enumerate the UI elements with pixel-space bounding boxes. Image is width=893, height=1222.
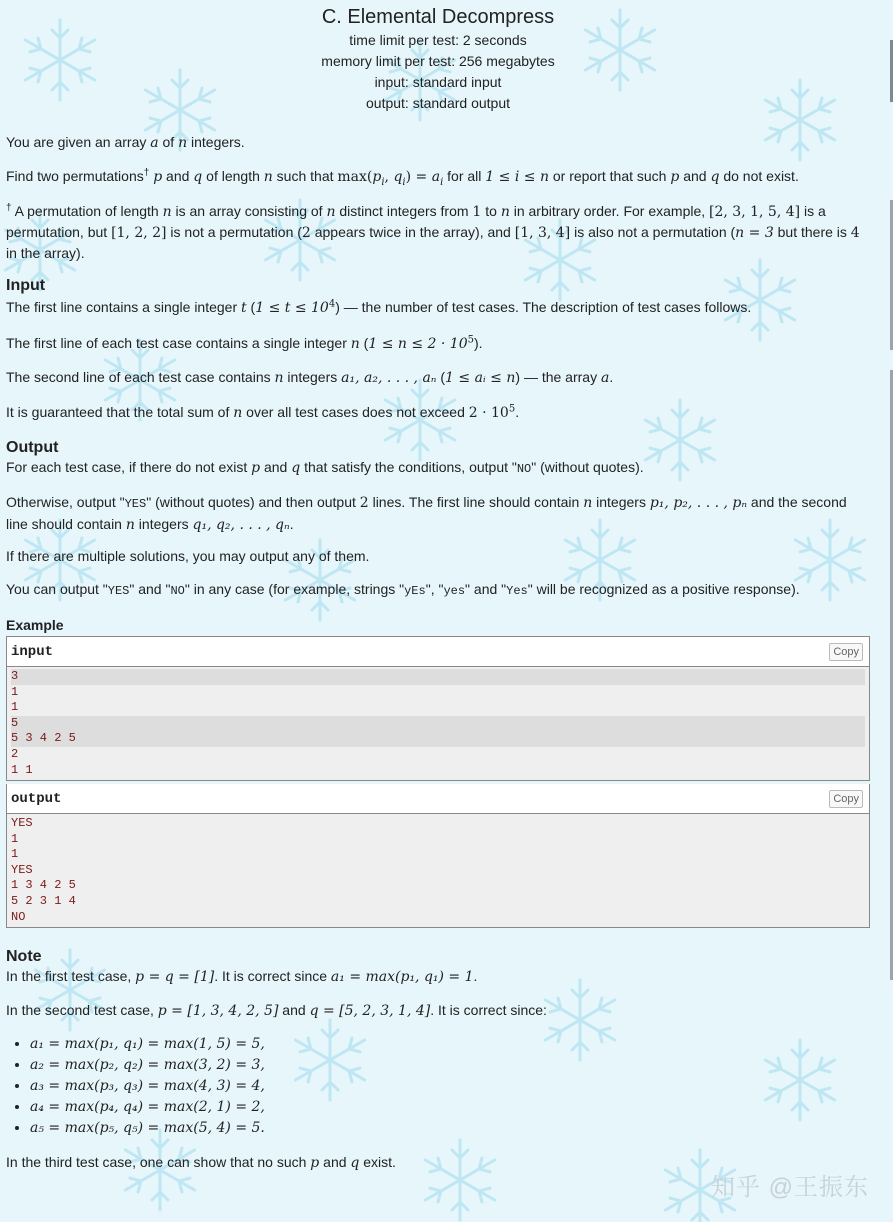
copy-input-button[interactable]: Copy xyxy=(829,643,863,661)
note-paragraph: In the third test case, one can show that no such p and q exist. xyxy=(6,1154,396,1171)
sample-output-line: YES xyxy=(11,862,33,877)
input-paragraph: The second line of each test case contains n integers a₁, a₂, . . . , aₙ (1 ≤ aᵢ ≤ n) — the array a. xyxy=(6,369,614,386)
output-paragraph: Otherwise, output "YES" (without quotes) and then output 2 lines. The first line should contain n integers p₁, p₂, . . . , pₙ and the second line should contain n integers q₁, q₂, . . . , qₙ. xyxy=(6,494,847,533)
sample-input-header xyxy=(7,637,869,667)
note-paragraph: In the second test case, p = [1, 3, 4, 2, 5] and q = [5, 2, 3, 1, 4]. It is correct since: xyxy=(6,1002,547,1019)
note-bullet-list xyxy=(6,1034,265,1139)
input-section-title: Input xyxy=(6,277,46,294)
sample-input-box xyxy=(6,636,870,781)
sample-output-line: 1 xyxy=(11,831,19,846)
input-file: input: standard input xyxy=(374,74,502,90)
sample-output-line: 5 2 3 1 4 xyxy=(11,893,76,908)
sample-input-line: 1 xyxy=(11,684,19,699)
sample-input-line: 5 3 4 2 5 xyxy=(11,731,865,747)
sample-output-label: output xyxy=(11,791,62,807)
zhihu-watermark: 知乎 @王振东 xyxy=(710,1174,869,1201)
output-paragraph: You can output "YES" and "NO" in any case (for example, strings "yEs", "yes" and "Yes" will be recognized as a positive response). xyxy=(6,581,800,598)
output-section-title: Output xyxy=(6,439,59,456)
sample-output-line: YES xyxy=(11,816,33,830)
memory-limit: memory limit per test: 256 megabytes xyxy=(321,53,555,69)
note-bullet-item: • a₄ = max(p₄, q₄) = max(2, 1) = 2, xyxy=(30,1097,265,1118)
sample-output-line: 1 xyxy=(11,847,19,862)
note-paragraph: In the first test case, p = q = [1]. It is correct since a₁ = max(p₁, q₁) = 1. xyxy=(6,968,478,985)
note-section-title: Note xyxy=(6,948,42,965)
problem-statement xyxy=(6,0,870,1171)
note-bullet-item: • a₅ = max(p₅, q₅) = max(5, 4) = 5. xyxy=(30,1118,265,1139)
problem-title: C. Elemental Decompress xyxy=(321,6,555,28)
sample-output-body xyxy=(7,814,869,927)
input-paragraph: The first line contains a single integer t $(1 \le t \le 10^4)$ — the number of test cases. The description of test cases follows. xyxy=(6,298,752,316)
sample-output-header xyxy=(7,784,869,814)
note-bullet-item: • a₂ = max(p₂, q₂) = max(3, 2) = 3, xyxy=(30,1055,265,1076)
statement-paragraph: Find two permutations† p and q of length n such that $\max(p_i$, $q_i) = a_i$ for all 1 ≤ i ≤ n or report that such p and q do not exist. xyxy=(6,167,799,188)
footnote-paragraph: † A permutation of length n is an array consisting of n distinct integers from 1 to n in arbitrary order. For example, [2, 3, 1, 5, 4] is a permutation, but [1, 2, 2] is not a permutation (2 appears twice in the array), and [1, 3, 4] is also not a permutation (n = 3 but there is 4 in the array). xyxy=(6,202,860,261)
note-bullet-item: • a₁ = max(p₁, q₁) = max(1, 5) = 5, xyxy=(30,1034,265,1055)
sample-input-line: 1 1 xyxy=(11,762,33,777)
time-limit: time limit per test: 2 seconds xyxy=(349,32,527,48)
output-paragraph: For each test case, if there do not exist p and q that satisfy the conditions, output "NO" (without quotes). xyxy=(6,459,644,476)
problem-header xyxy=(6,4,870,114)
output-file: output: standard output xyxy=(366,95,510,111)
sample-input-line: 2 xyxy=(11,746,19,761)
sample-input-line: 3 xyxy=(11,669,865,685)
output-paragraph: If there are multiple solutions, you may output any of them. xyxy=(6,548,370,564)
sample-input-line: 1 xyxy=(11,700,19,715)
copy-output-button[interactable]: Copy xyxy=(829,790,863,808)
sample-input-body xyxy=(7,667,869,780)
sample-output-line: NO xyxy=(11,909,26,924)
note-bullet-item: • a₃ = max(p₃, q₃) = max(4, 3) = 4, xyxy=(30,1076,265,1097)
sample-output-box xyxy=(6,784,870,928)
input-paragraph: The first line of each test case contains a single integer n $(1 \le n \le 2 \cdot 10^5)$. xyxy=(6,334,483,352)
sample-input-label: input xyxy=(11,644,54,660)
sample-output-line: 1 3 4 2 5 xyxy=(11,878,76,893)
sample-input-line: 5 xyxy=(11,716,865,732)
input-paragraph: It is guaranteed that the total sum of n over all test cases does not exceed $2 \cdot 10^5$. xyxy=(6,403,520,421)
example-title: Example xyxy=(6,617,64,633)
statement-paragraph: You are given an array a of n integers. xyxy=(6,134,245,151)
